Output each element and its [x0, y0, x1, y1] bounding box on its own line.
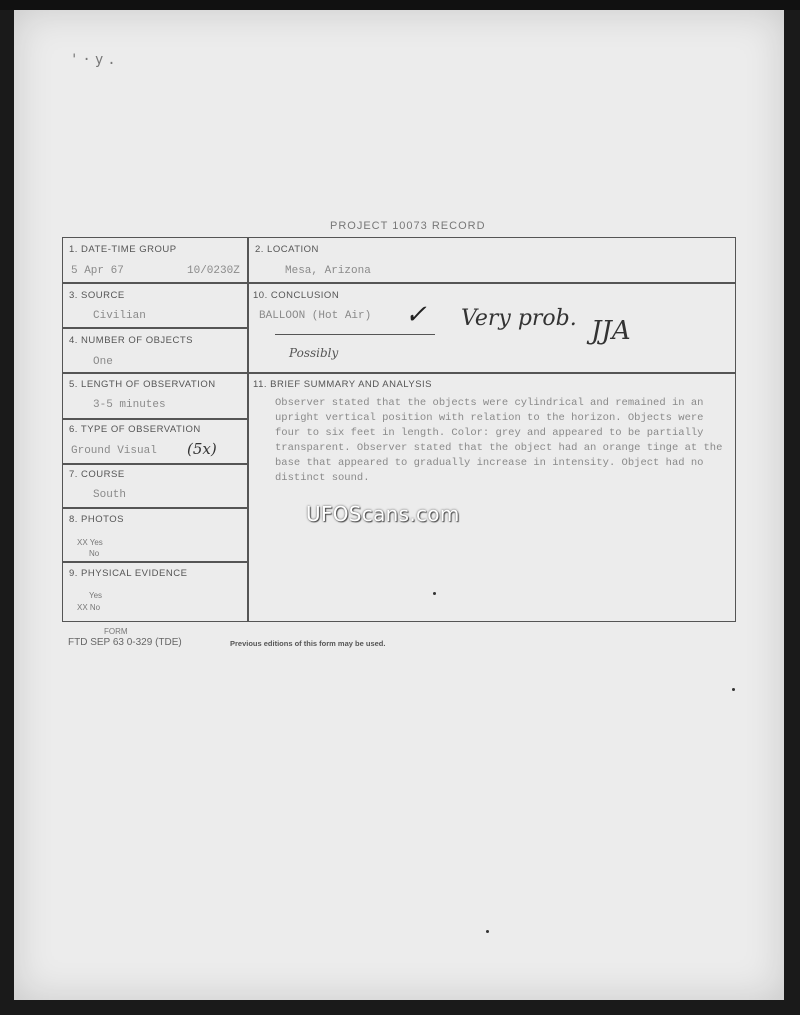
- checkmark: ✓: [405, 300, 427, 330]
- summary-text: Observer stated that the objects were cylindrical and remained in an upright vertical position with relation to the horizon. Objects were four to six feet in length. Color: grey and appeared to be partially transparent. Observer stated that the object had an orange tinge at the base that appeared to gradually increase in intensity. Object had no distinct sound.: [275, 397, 723, 484]
- handwritten-note: Very prob.: [461, 306, 577, 331]
- evidence-no-label: No: [89, 603, 101, 612]
- source-value: Civilian: [93, 310, 146, 322]
- course-value: South: [93, 489, 127, 501]
- number-of-objects-label: 4. NUMBER OF OBJECTS: [69, 335, 194, 346]
- conclusion-label: 10. CONCLUSION: [253, 290, 340, 301]
- photos-yes-option: [77, 538, 103, 547]
- location-label: 2. LOCATION: [255, 244, 319, 255]
- row-divider: [63, 561, 247, 563]
- scan-speck: [486, 930, 489, 933]
- evidence-yes-option: [77, 591, 102, 600]
- type-value: Ground Visual: [71, 445, 157, 457]
- watermark: UFOScans.com: [306, 502, 460, 526]
- location-value: Mesa, Arizona: [285, 265, 371, 277]
- conclusion-value: BALLOON (Hot Air): [259, 310, 372, 322]
- length-of-observation-label: 5. LENGTH OF OBSERVATION: [69, 379, 216, 390]
- form-word: FORM: [104, 627, 128, 636]
- photos-yes-mark: XX: [77, 538, 88, 547]
- corner-mark: '·y.: [70, 52, 120, 68]
- scan-speck: [433, 592, 436, 595]
- record-form: [62, 237, 736, 622]
- evidence-yes-label: Yes: [89, 591, 103, 600]
- handwritten-strike-note: Possibly: [289, 346, 339, 360]
- objects-value: One: [93, 356, 113, 368]
- row-divider: [63, 418, 247, 420]
- summary-label: 11. BRIEF SUMMARY AND ANALYSIS: [253, 379, 433, 390]
- footer-note: Previous editions of this form may be used.: [230, 639, 386, 648]
- photos-no-option: [77, 549, 99, 558]
- length-value: 3-5 minutes: [93, 399, 166, 411]
- source-label: 3. SOURCE: [69, 290, 125, 301]
- handwritten-initials: JJA: [591, 316, 631, 346]
- photos-no-label: No: [89, 549, 100, 558]
- photos-yes-label: Yes: [89, 538, 103, 547]
- handwritten-type-note: (5x): [187, 440, 217, 458]
- row-divider: [63, 372, 735, 374]
- row-divider: [63, 327, 247, 329]
- row-divider: [63, 282, 735, 284]
- course-label: 7. COURSE: [69, 469, 125, 480]
- form-id: FTD SEP 63 0-329 (TDE): [68, 637, 182, 648]
- row-divider: [63, 507, 247, 509]
- date-time-label: 1. DATE-TIME GROUP: [69, 244, 177, 255]
- evidence-no-mark: XX: [77, 603, 88, 612]
- type-of-observation-label: 6. TYPE OF OBSERVATION: [69, 424, 201, 435]
- strikethrough-line: [275, 334, 435, 335]
- evidence-no-option: [77, 603, 100, 612]
- column-divider: [247, 238, 249, 621]
- photos-label: 8. PHOTOS: [69, 514, 125, 525]
- form-title: PROJECT 10073 RECORD: [330, 220, 486, 232]
- scan-speck: [732, 688, 735, 691]
- date-value: 5 Apr 67: [71, 265, 124, 277]
- physical-evidence-label: 9. PHYSICAL EVIDENCE: [69, 568, 188, 579]
- row-divider: [63, 463, 247, 465]
- time-value: 10/0230Z: [187, 265, 240, 277]
- scan-top-edge: [0, 0, 800, 10]
